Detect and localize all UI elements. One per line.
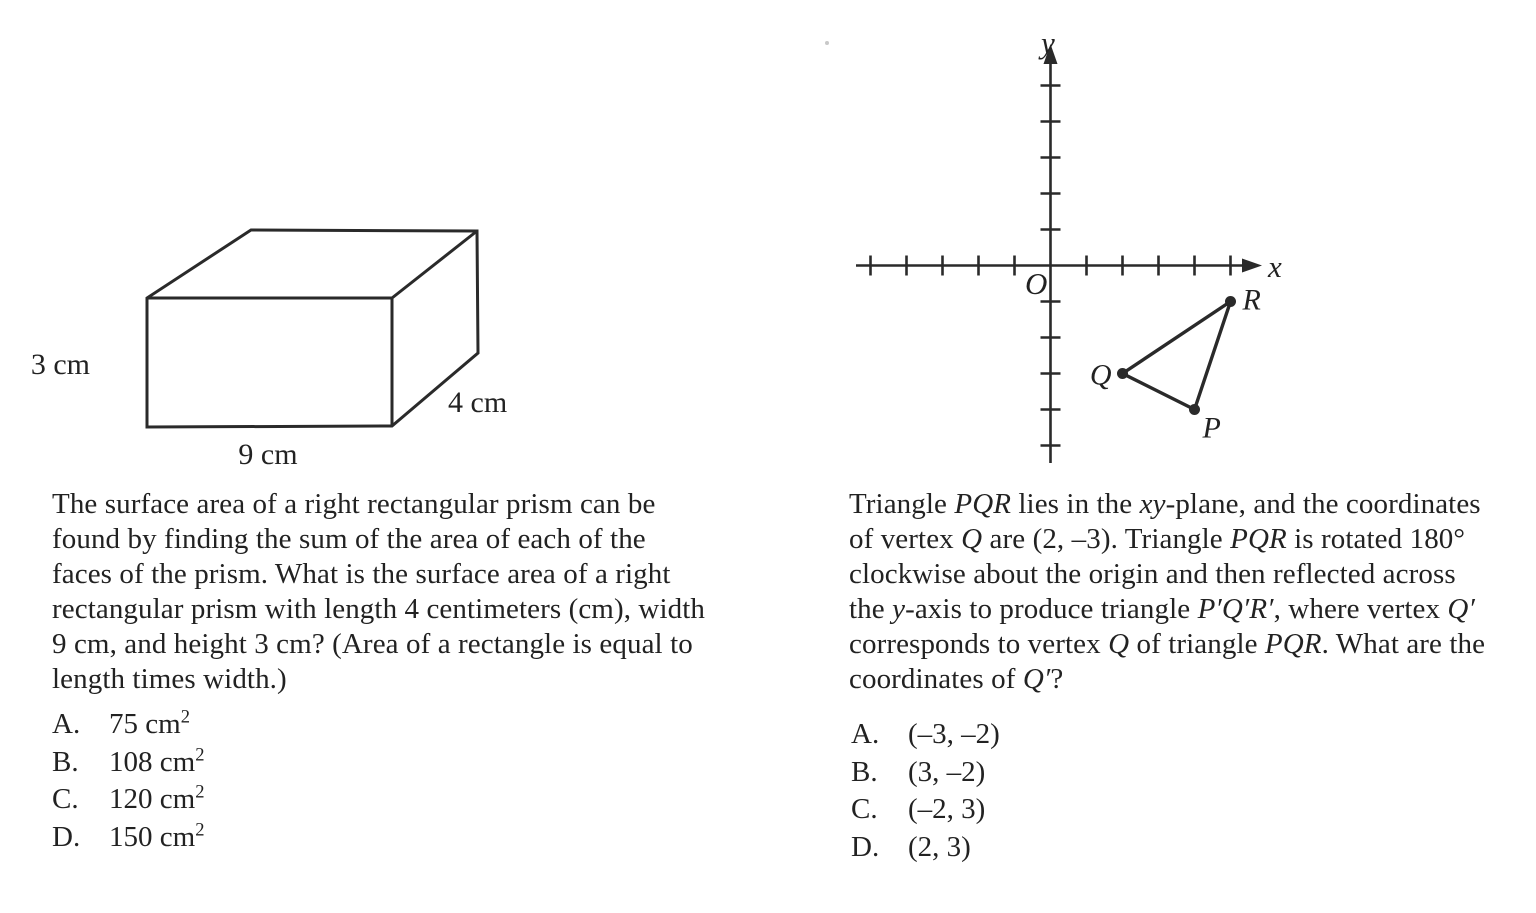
text-segment: 2 <box>195 743 205 765</box>
prism-base-label: 9 cm <box>238 438 298 471</box>
choice-value <box>908 829 971 867</box>
choice-letter: B. <box>851 755 878 788</box>
choice-value <box>908 716 1000 754</box>
left-answer-choices <box>52 706 204 856</box>
right-answer-choices <box>851 716 1000 866</box>
paragraph-line <box>849 592 1536 627</box>
text-segment: faces of the prism. What is the surface area of a right <box>52 558 671 590</box>
text-segment: ? <box>1050 663 1064 695</box>
paragraph-line <box>849 557 1536 592</box>
text-segment: 150 cm <box>109 820 196 853</box>
choice-value <box>109 781 204 819</box>
paragraph-line <box>849 662 1536 697</box>
text-segment: found by finding the sum of the area of each of the <box>52 523 646 555</box>
prism-depth-label: 4 cm <box>448 386 508 419</box>
text-segment: is rotated 180° <box>1286 523 1466 555</box>
text-segment: length times width.) <box>52 663 287 695</box>
left-question-text <box>52 487 772 697</box>
text-segment: . What are the <box>1321 628 1486 660</box>
text-segment: (3, –2) <box>908 755 986 788</box>
choice-letter: D. <box>851 830 880 863</box>
math-variable: P′Q′R′ <box>1197 593 1274 625</box>
choice-value <box>109 706 190 744</box>
text-segment: corresponds to vertex <box>849 628 1109 660</box>
text-segment: Triangle <box>849 488 955 520</box>
paragraph-line <box>849 627 1536 662</box>
prism-outline <box>147 230 478 427</box>
text-segment: rectangular prism with length 4 centimeters (cm), width <box>52 593 705 625</box>
choice-letter: A. <box>851 718 880 750</box>
coordinate-plane-figure <box>810 20 1310 475</box>
text-segment: 9 cm, and height 3 cm? (Area of a rectangle is equal to <box>52 628 693 660</box>
choice-value <box>109 744 204 782</box>
vertex-label-q: Q <box>1089 358 1112 392</box>
vertex-dot-q <box>1117 368 1128 379</box>
choice-letter: D. <box>52 820 81 853</box>
paragraph-line <box>52 557 772 592</box>
text-segment: 2 <box>195 818 205 840</box>
math-variable: Q′ <box>1022 663 1051 695</box>
math-variable: PQR <box>954 488 1012 520</box>
math-variable: Q′ <box>1447 593 1475 625</box>
text-segment: 120 cm <box>109 783 196 815</box>
text-segment: of triangle <box>1129 628 1265 660</box>
vertex-dot-p <box>1189 404 1200 415</box>
x-axis-label: x <box>1268 249 1282 284</box>
text-segment: 108 cm <box>109 745 196 778</box>
paragraph-line <box>849 487 1536 522</box>
vertex-label-p: P <box>1202 411 1221 445</box>
choice-letter: A. <box>52 708 81 740</box>
math-variable: xy <box>1139 488 1166 520</box>
text-segment: -plane, and the coordinates <box>1165 488 1481 520</box>
text-segment: 2 <box>195 781 205 803</box>
text-segment: 75 cm <box>109 708 181 740</box>
text-segment: , where vertex <box>1273 593 1448 625</box>
text-segment: are (2, –3). Triangle <box>982 523 1231 555</box>
prism-height-label: 3 cm <box>30 348 90 381</box>
answer-choice-row <box>52 819 204 857</box>
answer-choice-row <box>851 829 1000 867</box>
text-segment: (–2, 3) <box>908 793 986 825</box>
prism-figure <box>30 210 550 480</box>
answer-choice-row <box>52 744 204 782</box>
text-segment: of vertex <box>849 523 962 555</box>
choice-value <box>908 791 985 829</box>
x-axis-arrowhead <box>1242 259 1262 273</box>
answer-choice-row <box>851 754 1000 792</box>
math-variable: y <box>892 593 906 625</box>
math-variable: PQR <box>1264 628 1322 660</box>
math-variable: PQR <box>1230 523 1287 555</box>
paragraph-line <box>52 662 772 697</box>
y-axis-label: y <box>1041 25 1055 60</box>
answer-choice-row <box>851 716 1000 754</box>
text-segment: lies in the <box>1011 488 1140 520</box>
text-segment: -axis to produce triangle <box>905 593 1198 625</box>
answer-choice-row <box>52 706 204 744</box>
math-variable: Q <box>1108 628 1130 660</box>
text-segment: the <box>849 593 893 625</box>
scan-speck <box>825 41 829 45</box>
math-variable: Q <box>961 523 983 555</box>
origin-label: O <box>1025 266 1048 301</box>
answer-choice-row <box>851 791 1000 829</box>
text-segment: (–3, –2) <box>908 718 1000 750</box>
choice-value <box>109 819 204 857</box>
paragraph-line <box>52 592 772 627</box>
choice-letter: C. <box>52 783 79 815</box>
choice-letter: C. <box>851 793 878 825</box>
right-question-text <box>849 487 1536 697</box>
text-segment: clockwise about the origin and then reflected across <box>849 558 1456 590</box>
vertex-label-r: R <box>1242 283 1261 317</box>
triangle-pqr <box>1123 302 1231 410</box>
text-segment: 2 <box>180 706 190 728</box>
text-segment: (2, 3) <box>908 830 971 863</box>
vertex-dot-r <box>1225 296 1236 307</box>
paragraph-line <box>849 522 1536 557</box>
paragraph-line <box>52 522 772 557</box>
choice-value <box>908 754 985 792</box>
text-segment: coordinates of <box>849 663 1023 695</box>
paragraph-line <box>52 487 772 522</box>
text-segment: The surface area of a right rectangular prism can be <box>52 488 656 520</box>
paragraph-line <box>52 627 772 662</box>
answer-choice-row <box>52 781 204 819</box>
choice-letter: B. <box>52 745 79 778</box>
